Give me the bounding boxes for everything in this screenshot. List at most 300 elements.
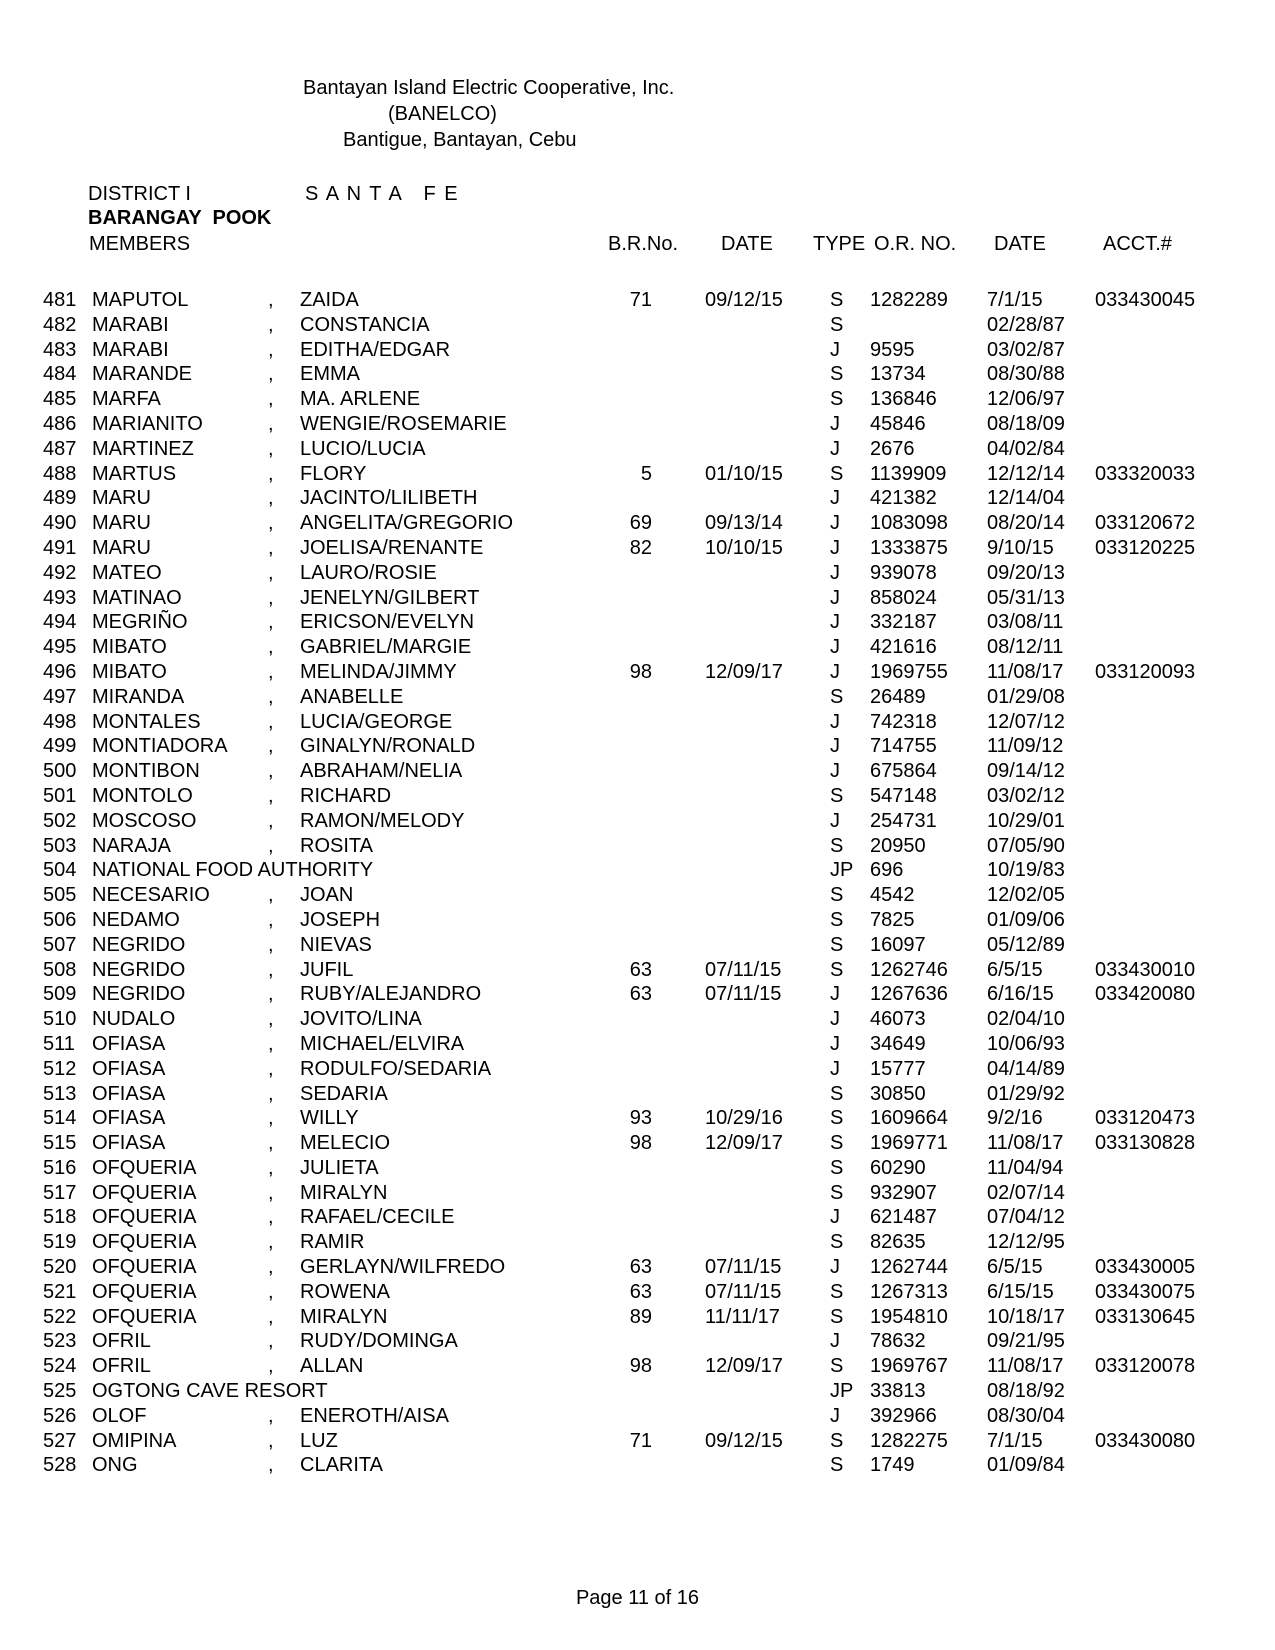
member-given-name: RUDY/DOMINGA (300, 1330, 458, 1353)
comma-separator (268, 858, 300, 883)
or-no: 621487 (870, 1206, 937, 1229)
or-date: 05/31/13 (987, 586, 1065, 609)
table-row (0, 288, 1275, 313)
membership-type: J (830, 660, 840, 683)
table-row (0, 1082, 1275, 1107)
member-surname: MARTINEZ (92, 437, 194, 460)
or-date: 08/20/14 (987, 512, 1065, 535)
comma-separator: , (268, 660, 274, 683)
account-no (1095, 1379, 1215, 1404)
br-date: 07/11/15 (705, 1280, 782, 1303)
member-surname: OLOF (92, 1404, 147, 1427)
member-given-name: JACINTO/LILIBETH (300, 487, 478, 510)
membership-type: S (830, 1429, 844, 1452)
br-no: 63 (629, 1280, 652, 1303)
comma-separator: , (268, 884, 274, 907)
account-no (1095, 685, 1215, 710)
br-date: 07/11/15 (705, 983, 782, 1006)
member-surname: NUDALO (92, 1008, 176, 1031)
member-surname: NECESARIO (92, 884, 210, 907)
comma-separator: , (268, 313, 274, 336)
or-no: 392966 (870, 1404, 937, 1427)
membership-type: J (830, 1057, 840, 1080)
membership-type: J (830, 487, 840, 510)
or-date: 08/18/09 (987, 412, 1065, 435)
table-row (0, 313, 1275, 338)
br-date (652, 635, 830, 660)
or-date: 11/08/17 (987, 1355, 1064, 1378)
member-surname: MIRANDA (92, 685, 185, 708)
member-surname: MEGRIÑO (92, 611, 188, 634)
br-date (652, 486, 830, 511)
br-no (585, 1230, 652, 1255)
member-surname: OFIASA (92, 1107, 166, 1130)
comma-separator: , (268, 1454, 274, 1477)
or-date: 9/2/16 (987, 1107, 1043, 1130)
table-row (0, 635, 1275, 660)
table-row (0, 784, 1275, 809)
comma-separator: , (268, 561, 274, 584)
br-no (585, 883, 652, 908)
or-no: 7825 (870, 908, 915, 931)
account-no: 033430005 (1095, 1256, 1196, 1279)
member-surname: OFQUERIA (92, 1305, 197, 1328)
or-no: 45846 (870, 412, 926, 435)
member-number: 484 (43, 363, 77, 386)
member-surname: NEDAMO (92, 908, 180, 931)
table-row (0, 1429, 1275, 1454)
comma-separator: , (268, 412, 274, 435)
account-no (1095, 586, 1215, 611)
or-no: 4542 (870, 884, 915, 907)
br-date (652, 362, 830, 387)
br-no (585, 338, 652, 363)
account-no (1095, 412, 1215, 437)
br-date (652, 685, 830, 710)
account-no: 033120473 (1095, 1107, 1196, 1130)
member-given-name: JOELISA/RENANTE (300, 536, 484, 559)
member-given-name: MELINDA/JIMMY (300, 660, 457, 683)
or-no: 858024 (870, 586, 937, 609)
barangay-title: BARANGAY POOK (88, 207, 272, 229)
member-given-name: JOSEPH (300, 908, 381, 931)
br-date: 07/11/15 (705, 958, 782, 981)
br-date (652, 1230, 830, 1255)
member-surname: OFRIL (92, 1330, 151, 1353)
br-no-column-header: B.R.No. (608, 233, 679, 255)
br-date (652, 610, 830, 635)
br-no: 63 (629, 983, 652, 1006)
br-date: 12/09/17 (705, 1132, 783, 1155)
or-date: 10/18/17 (987, 1305, 1065, 1328)
or-no: 136846 (870, 388, 937, 411)
or-date: 07/05/90 (987, 834, 1065, 857)
br-no (585, 685, 652, 710)
br-date (652, 858, 830, 883)
or-date: 01/09/06 (987, 908, 1065, 931)
member-surname: MARFA (92, 388, 161, 411)
account-no (1095, 635, 1215, 660)
member-given-name: MICHAEL/ELVIRA (300, 1032, 465, 1055)
membership-type: J (830, 437, 840, 460)
member-number: 528 (43, 1454, 77, 1477)
br-date (652, 1329, 830, 1354)
or-date: 12/14/04 (987, 487, 1065, 510)
membership-type: J (830, 412, 840, 435)
br-date (652, 1205, 830, 1230)
table-row (0, 536, 1275, 561)
or-date: 04/14/89 (987, 1057, 1065, 1080)
account-no (1095, 313, 1215, 338)
or-no: 1267636 (870, 983, 948, 1006)
member-number: 489 (43, 487, 77, 510)
or-no: 16097 (870, 933, 926, 956)
member-given-name: EMMA (300, 363, 360, 386)
account-no (1095, 561, 1215, 586)
br-date (652, 759, 830, 784)
type-column-header: TYPE (813, 233, 866, 255)
member-given-name: ZAIDA (300, 289, 359, 311)
membership-type: S (830, 933, 844, 956)
account-no (1095, 1205, 1215, 1230)
member-surname: NEGRIDO (92, 983, 186, 1006)
member-given-name: ROSITA (300, 834, 373, 857)
member-surname: MARABI (92, 313, 169, 336)
br-no (585, 1032, 652, 1057)
or-no: 60290 (870, 1156, 926, 1179)
account-no (1095, 1032, 1215, 1057)
member-surname: MIBATO (92, 660, 167, 683)
br-no (585, 933, 652, 958)
membership-type: JP (830, 1380, 854, 1403)
comma-separator: , (268, 1231, 274, 1254)
or-date: 08/30/04 (987, 1404, 1065, 1427)
member-surname: OFIASA (92, 1132, 166, 1155)
account-no: 033130645 (1095, 1305, 1196, 1328)
district-name: S A N T A F E (305, 183, 460, 205)
table-row (0, 1354, 1275, 1379)
member-surname: MARABI (92, 338, 169, 361)
table-row (0, 412, 1275, 437)
comma-separator: , (268, 1132, 274, 1155)
or-date: 08/18/92 (987, 1380, 1065, 1403)
comma-separator: , (268, 983, 274, 1006)
member-surname: OFQUERIA (92, 1256, 197, 1279)
comma-separator: , (268, 710, 274, 733)
table-row (0, 1230, 1275, 1255)
member-number: 494 (43, 611, 77, 634)
account-no: 033420080 (1095, 983, 1196, 1006)
or-no: 2676 (870, 437, 915, 460)
member-number: 512 (43, 1057, 77, 1080)
table-row (0, 1131, 1275, 1156)
comma-separator: , (268, 536, 274, 559)
account-no (1095, 1007, 1215, 1032)
member-number: 525 (43, 1380, 77, 1403)
member-given-name: LAURO/ROSIE (300, 561, 437, 584)
br-no (585, 908, 652, 933)
account-no: 033120093 (1095, 660, 1196, 683)
member-number: 492 (43, 561, 77, 584)
comma-separator: , (268, 1429, 274, 1452)
br-no: 82 (629, 536, 652, 559)
account-no: 033430080 (1095, 1429, 1196, 1452)
member-given-name (300, 1379, 585, 1404)
member-given-name: LUZ (300, 1429, 338, 1452)
table-row (0, 387, 1275, 412)
account-no (1095, 809, 1215, 834)
or-date: 05/12/89 (987, 933, 1065, 956)
member-given-name: ROWENA (300, 1280, 390, 1303)
member-given-name: WENGIE/ROSEMARIE (300, 412, 507, 435)
br-no (585, 784, 652, 809)
table-row (0, 1032, 1275, 1057)
membership-type: S (830, 958, 844, 981)
comma-separator: , (268, 338, 274, 361)
member-number: 490 (43, 512, 77, 535)
comma-separator: , (268, 1156, 274, 1179)
member-number: 508 (43, 958, 77, 981)
member-given-name: ENEROTH/AISA (300, 1404, 449, 1427)
membership-type: S (830, 1082, 844, 1105)
br-date (652, 784, 830, 809)
membership-type: J (830, 338, 840, 361)
br-date: 09/12/15 (705, 289, 783, 311)
member-number: 509 (43, 983, 77, 1006)
table-row (0, 660, 1275, 685)
member-number: 513 (43, 1082, 77, 1105)
br-no (585, 610, 652, 635)
or-date: 10/19/83 (987, 859, 1065, 882)
member-surname: MONTALES (92, 710, 201, 733)
member-surname: MATINAO (92, 586, 182, 609)
account-no (1095, 858, 1215, 883)
member-given-name: WILLY (300, 1107, 359, 1130)
or-date: 03/08/11 (987, 611, 1064, 634)
br-no (585, 1007, 652, 1032)
or-no: 675864 (870, 760, 937, 783)
account-no (1095, 1156, 1215, 1181)
member-number: 526 (43, 1404, 77, 1427)
member-surname: NATIONAL FOOD AUTHORITY (92, 859, 374, 882)
member-given-name: MELECIO (300, 1132, 391, 1155)
member-given-name: MA. ARLENE (300, 388, 421, 411)
comma-separator: , (268, 636, 274, 659)
member-given-name: NIEVAS (300, 933, 372, 956)
membership-type: S (830, 1156, 844, 1179)
or-no: 1954810 (870, 1305, 948, 1328)
or-date: 07/04/12 (987, 1206, 1065, 1229)
members-column-header: MEMBERS (89, 233, 191, 255)
member-given-name: GINALYN/RONALD (300, 735, 476, 758)
comma-separator: , (268, 685, 274, 708)
member-number: 510 (43, 1008, 77, 1031)
br-date (652, 338, 830, 363)
member-given-name: CLARITA (300, 1454, 383, 1477)
or-no: 939078 (870, 561, 937, 584)
membership-type: J (830, 512, 840, 535)
member-surname: MONTOLO (92, 784, 193, 807)
or-no: 1282289 (870, 289, 948, 311)
comma-separator (268, 1379, 300, 1404)
br-no (585, 313, 652, 338)
or-no: 1969771 (870, 1132, 948, 1155)
or-date: 12/02/05 (987, 884, 1065, 907)
membership-type: J (830, 760, 840, 783)
membership-type: S (830, 1181, 844, 1204)
br-date (652, 1156, 830, 1181)
comma-separator: , (268, 437, 274, 460)
company-name: Bantayan Island Electric Cooperative, Inc. (303, 77, 675, 99)
member-given-name: JOAN (300, 884, 354, 907)
or-no: 1083098 (870, 512, 948, 535)
member-number: 522 (43, 1305, 77, 1328)
member-surname: ONG (92, 1454, 138, 1477)
member-surname: NEGRIDO (92, 933, 186, 956)
member-given-name: ALLAN (300, 1355, 364, 1378)
or-date: 12/07/12 (987, 710, 1065, 733)
comma-separator: , (268, 933, 274, 956)
membership-type: J (830, 561, 840, 584)
table-row (0, 1156, 1275, 1181)
membership-type: S (830, 1107, 844, 1130)
table-row (0, 1305, 1275, 1330)
membership-type: J (830, 611, 840, 634)
account-no (1095, 610, 1215, 635)
account-no: 033430010 (1095, 958, 1196, 981)
or-date: 9/10/15 (987, 536, 1054, 559)
account-no (1095, 933, 1215, 958)
br-no (585, 387, 652, 412)
table-row (0, 883, 1275, 908)
member-number: 520 (43, 1256, 77, 1279)
member-number: 487 (43, 437, 77, 460)
br-no: 71 (629, 289, 652, 311)
or-date: 7/1/15 (987, 1429, 1043, 1452)
br-no (585, 809, 652, 834)
or-no: 26489 (870, 685, 926, 708)
or-date: 12/12/95 (987, 1231, 1065, 1254)
membership-type: S (830, 1305, 844, 1328)
or-date: 12/06/97 (987, 388, 1065, 411)
br-date: 09/12/15 (705, 1429, 783, 1452)
account-no (1095, 1329, 1215, 1354)
or-no: 696 (870, 859, 904, 882)
or-no: 82635 (870, 1231, 926, 1254)
member-number: 495 (43, 636, 77, 659)
or-no: 13734 (870, 363, 926, 386)
table-row (0, 362, 1275, 387)
or-no: 742318 (870, 710, 937, 733)
membership-type: S (830, 1280, 844, 1303)
or-no: 1609664 (870, 1107, 948, 1130)
member-given-name: RODULFO/SEDARIA (300, 1057, 492, 1080)
account-no (1095, 834, 1215, 859)
or-date: 6/5/15 (987, 1256, 1043, 1279)
br-date (652, 809, 830, 834)
account-no: 033320033 (1095, 462, 1196, 485)
comma-separator: , (268, 1107, 274, 1130)
member-given-name: JUFIL (300, 958, 354, 981)
account-no (1095, 883, 1215, 908)
member-surname: MARTUS (92, 462, 177, 485)
member-given-name: LUCIO/LUCIA (300, 437, 426, 460)
comma-separator: , (268, 388, 274, 411)
or-no: 421616 (870, 636, 937, 659)
acct-column-header: ACCT.# (1103, 233, 1172, 255)
br-no (585, 586, 652, 611)
member-number: 486 (43, 412, 77, 435)
member-given-name: RUBY/ALEJANDRO (300, 983, 482, 1006)
member-surname: OFRIL (92, 1355, 151, 1378)
or-no (870, 313, 987, 338)
br-date (652, 437, 830, 462)
member-number: 516 (43, 1156, 77, 1179)
member-given-name (300, 858, 585, 883)
table-row (0, 586, 1275, 611)
member-number: 503 (43, 834, 77, 857)
account-no (1095, 1082, 1215, 1107)
member-number: 514 (43, 1107, 77, 1130)
comma-separator: , (268, 1280, 274, 1303)
account-no (1095, 338, 1215, 363)
br-date (652, 908, 830, 933)
br-date (652, 1453, 830, 1478)
membership-type: S (830, 1132, 844, 1155)
br-date: 10/29/16 (705, 1107, 783, 1130)
account-no (1095, 437, 1215, 462)
member-given-name: JULIETA (300, 1156, 379, 1179)
or-date: 01/29/08 (987, 685, 1065, 708)
account-no: 033120225 (1095, 536, 1196, 559)
or-date: 03/02/87 (987, 338, 1065, 361)
membership-type: S (830, 1454, 844, 1477)
member-number: 511 (43, 1032, 75, 1055)
br-no: 63 (629, 958, 652, 981)
or-date: 02/28/87 (987, 313, 1065, 336)
account-no: 033430075 (1095, 1280, 1196, 1303)
account-no (1095, 1181, 1215, 1206)
comma-separator: , (268, 512, 274, 535)
comma-separator: , (268, 1256, 274, 1279)
member-number: 505 (43, 884, 77, 907)
br-date (652, 1032, 830, 1057)
br-no (585, 1057, 652, 1082)
member-number: 485 (43, 388, 77, 411)
account-no (1095, 1057, 1215, 1082)
member-surname: MONTIADORA (92, 735, 228, 758)
or-no: 1969767 (870, 1355, 948, 1378)
member-number: 497 (43, 685, 77, 708)
comma-separator: , (268, 289, 274, 311)
comma-separator: , (268, 1082, 274, 1105)
br-no: 98 (629, 660, 652, 683)
or-date: 10/06/93 (987, 1032, 1065, 1055)
member-number: 524 (43, 1355, 77, 1378)
table-row (0, 858, 1275, 883)
membership-type: S (830, 1355, 844, 1378)
account-no (1095, 908, 1215, 933)
member-surname: MARU (92, 487, 151, 510)
comma-separator: , (268, 1404, 274, 1427)
br-date (652, 1181, 830, 1206)
br-no (585, 486, 652, 511)
member-given-name: RAMIR (300, 1231, 365, 1254)
or-date: 6/15/15 (987, 1280, 1054, 1303)
br-date (652, 1379, 830, 1404)
membership-type: J (830, 1206, 840, 1229)
br-date-column-header: DATE (721, 233, 773, 255)
